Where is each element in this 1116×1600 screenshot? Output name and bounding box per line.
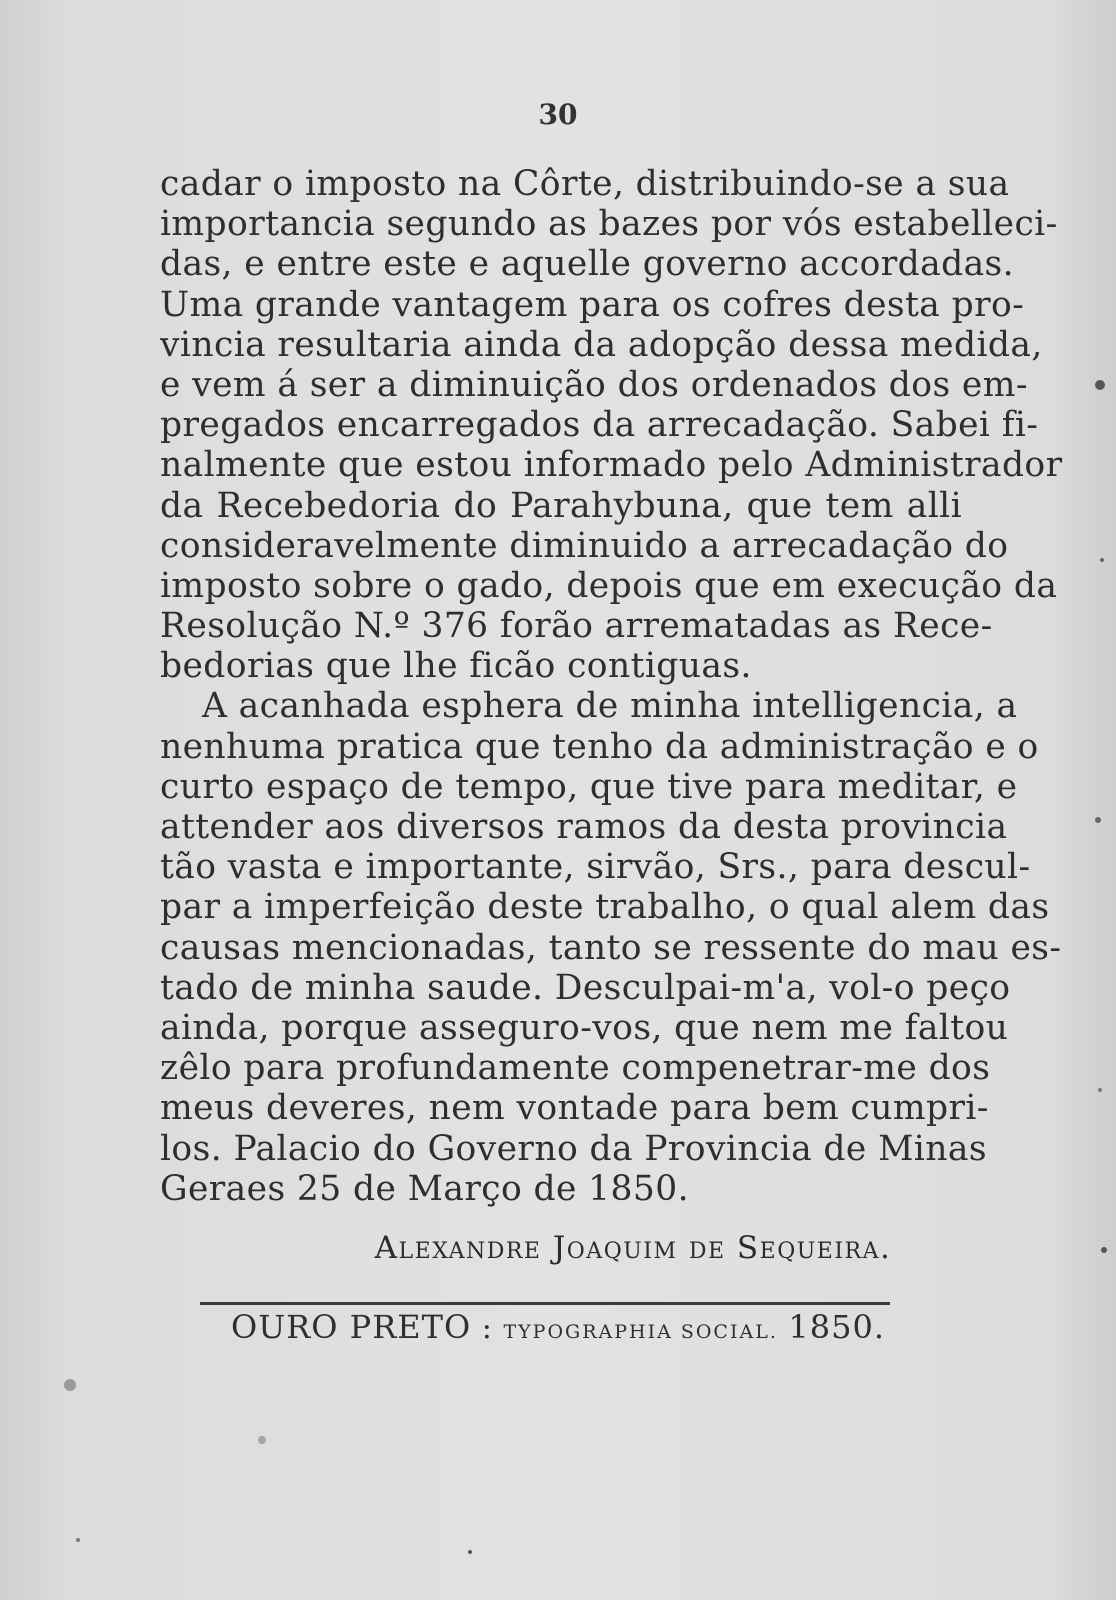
text-line: das, e entre este e aquelle governo accordadas.	[160, 244, 1015, 285]
text-line: e vem á ser a diminuição dos ordenados dos em-	[160, 364, 1028, 405]
text-line: Uma grande vantagem para os cofres desta pro-	[160, 284, 1025, 325]
text-line: pregados encarregados da arrecadação. Sabei fi-	[160, 405, 1039, 446]
text-line: tão vasta e importante, sirvão, Srs., para descul-	[160, 847, 1031, 888]
text-line: cadar o imposto na Côrte, distribuindo-se a sua	[160, 164, 1010, 204]
paper-speck	[1098, 1088, 1102, 1092]
body-text	[160, 164, 1063, 1209]
text-line: los. Palacio do Governo da Provincia de Minas	[160, 1128, 987, 1169]
page-number: 30	[538, 98, 578, 131]
text-line: meus deveres, nem vontade para bem cumpri-	[160, 1088, 989, 1129]
text-line: causas mencionadas, tanto se ressente do mau es-	[160, 927, 1062, 968]
signature: Alexandre Joaquim de Sequeira.	[374, 1230, 892, 1266]
text-line: imposto sobre o gado, depois que em execução da	[160, 565, 1058, 606]
text-line: zêlo para profundamente compenetrar-me dos	[160, 1048, 991, 1089]
paper-speck	[258, 1436, 266, 1444]
text-line: Resolução N.º 376 forão arrematadas as Rece-	[160, 606, 993, 647]
text-line: da Recebedoria do Parahybuna, que tem alli	[160, 485, 962, 526]
paper-speck	[1095, 817, 1101, 823]
text-line: curto espaço de tempo, que tive para meditar, e	[160, 766, 1018, 807]
text-line: consideravelmente diminuido a arrecadação do	[160, 525, 1009, 566]
imprint-city: OURO PRETO	[230, 1308, 472, 1346]
paper-speck	[64, 1379, 76, 1391]
divider-rule	[200, 1302, 890, 1305]
text-line: attender aos diversos ramos da desta provincia	[160, 807, 1008, 847]
text-line: importancia segundo as bazes por vós estabelleci-	[160, 204, 1058, 245]
text-line: vincia resultaria ainda da adopção dessa medida,	[160, 324, 1043, 365]
paper-speck	[76, 1538, 80, 1542]
imprint-year: 1850.	[788, 1308, 886, 1346]
text-line: Geraes 25 de Março de 1850.	[160, 1168, 689, 1209]
text-line: bedorias que lhe ficão contiguas.	[160, 646, 752, 687]
imprint-printer: TYPOGRAPHIA SOCIAL.	[503, 1321, 778, 1343]
text-line: ainda, porque asseguro-vos, que nem me faltou	[160, 1007, 1009, 1048]
paragraph-start-line: A acanhada esphera de minha intelligencia, a	[202, 686, 1018, 727]
text-line: par a imperfeição deste trabalho, o qual alem das	[160, 887, 1050, 928]
imprint	[0, 1308, 1116, 1346]
text-line: nalmente que estou informado pelo Administrador	[160, 445, 1063, 486]
paper-speck	[468, 1550, 472, 1554]
paper-speck	[1095, 380, 1105, 390]
text-line: tado de minha saude. Desculpai-m'a, vol-o peço	[160, 967, 1011, 1008]
imprint-separator: :	[481, 1311, 493, 1346]
paper-speck	[1100, 558, 1104, 562]
text-line: nenhuma pratica que tenho da administração e o	[160, 726, 1039, 767]
